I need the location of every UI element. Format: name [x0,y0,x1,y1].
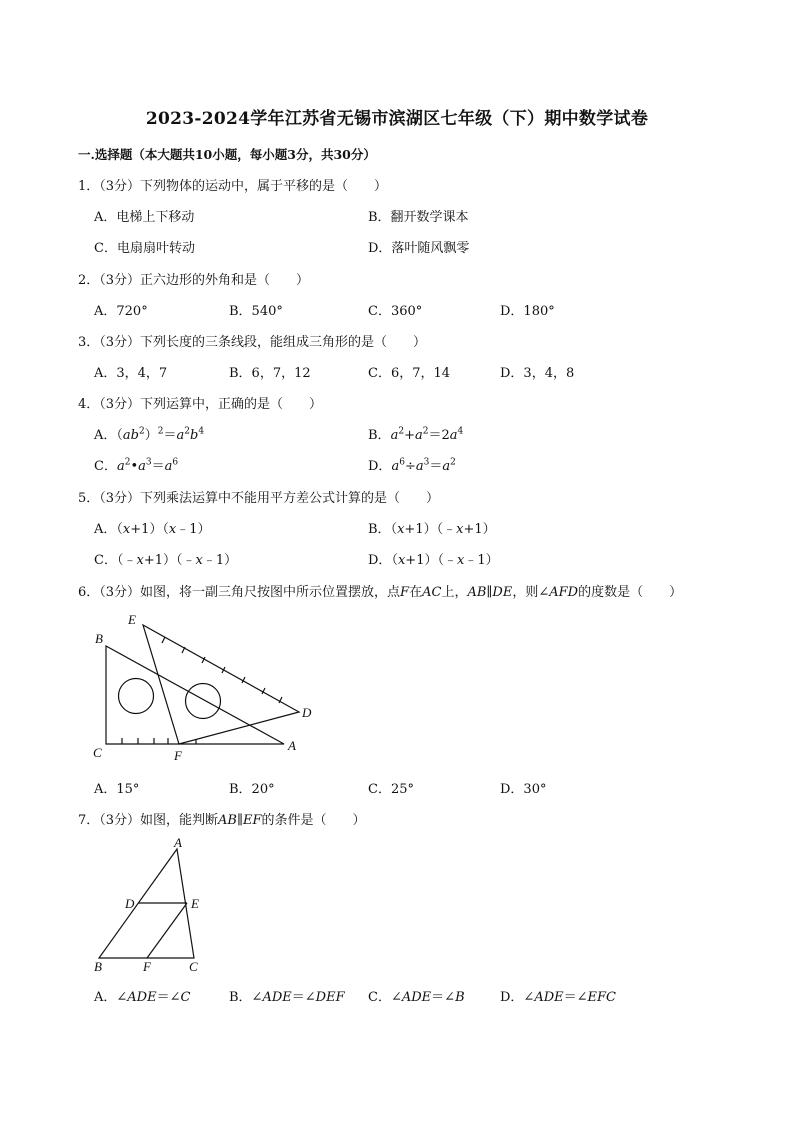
q4-option-b: B．$a^2+a^2=2a^4$ [368,426,464,443]
ruler-ticks-ca [122,738,196,744]
figure-q6-set-squares [88,608,328,768]
question-5: 5．（3分）下列乘法运算中不能用平方差公式计算的是（ ） [78,491,440,506]
q7-option-a: A．∠ADE＝∠C [94,990,191,1005]
label-f: F [174,748,182,763]
q1-option-a: A．电梯上下移动 [94,210,195,225]
q7-option-d: D．∠ADE＝∠EFC [500,990,617,1005]
q3-option-a: A．3，4，7 [94,366,168,381]
q6-option-d: D．30° [500,782,547,797]
q5-option-b: B．（x+1）（﹣x+1） [368,522,496,537]
q6-option-c: C．25° [368,782,414,797]
q4-option-a: A．$(ab^2)^2=a^2b^4$ [94,426,205,443]
question-3: 3．（3分）下列长度的三条线段，能组成三角形的是（ ） [78,335,427,350]
question-4: 4．（3分）下列运算中，正确的是（ ） [78,397,323,412]
circle-hole-left [119,679,154,714]
figure-q7-triangle [88,834,218,979]
triangle-def [143,625,299,744]
q1-option-c: C．电扇扇叶转动 [94,241,195,256]
q2-option-d: D．180° [500,304,555,319]
q6-option-a: A．15° [94,782,140,797]
label-e: E [191,896,199,911]
q1-option-d: D．落叶随风飘零 [368,241,470,256]
q4-option-c: C．$a^2•a^3=a^6$ [94,457,179,474]
q3-option-c: C．6，7，14 [368,366,451,381]
q2-option-c: C．360° [368,304,423,319]
label-c: C [189,959,198,974]
question-7: 7．（3分）如图，能判断AB∥EF的条件是（ ） [78,813,366,828]
label-b: B [94,959,102,974]
label-f: F [143,959,151,974]
q7-option-c: C．∠ADE＝∠B [368,990,465,1005]
page-title: 2023-2024学年江苏省无锡市滨湖区七年级（下）期中数学试卷 [145,109,649,129]
q5-option-c: C．（﹣x+1）（﹣x﹣1） [94,553,238,568]
triangle-abc [106,646,284,744]
label-d: D [302,705,312,720]
label-a: A [288,738,296,753]
label-b: B [95,631,103,646]
section-heading: 一.选择题（本大题共10小题，每小题3分，共30分） [78,147,376,162]
segment-ef [147,903,187,958]
q3-option-d: D．3，4，8 [500,366,575,381]
label-c: C [93,745,102,760]
question-1: 1．（3分）下列物体的运动中，属于平移的是（ ） [78,179,388,194]
question-2: 2．（3分）正六边形的外角和是（ ） [78,273,310,288]
question-6: 6．（3分）如图，将一副三角尺按图中所示位置摆放，点F在AC上，AB∥DE，则∠AFD的度数是（ ） [78,585,683,600]
label-a: A [174,835,182,850]
q3-option-b: B．6，7，12 [229,366,311,381]
q4-option-d: D．$a^6\div a^3=a^2$ [368,457,456,474]
q7-option-b: B．∠ADE＝∠DEF [229,990,345,1005]
q5-option-a: A．（x+1）（x﹣1） [94,522,211,537]
q2-option-a: A．720° [94,304,148,319]
label-d: D [125,896,135,911]
q6-option-b: B．20° [229,782,275,797]
q2-option-b: B．540° [229,304,283,319]
q1-option-b: B．翻开数学课本 [368,210,469,225]
label-e: E [128,612,136,627]
q5-option-d: D．（x+1）（﹣x﹣1） [368,553,499,568]
circle-hole-right [186,684,221,719]
